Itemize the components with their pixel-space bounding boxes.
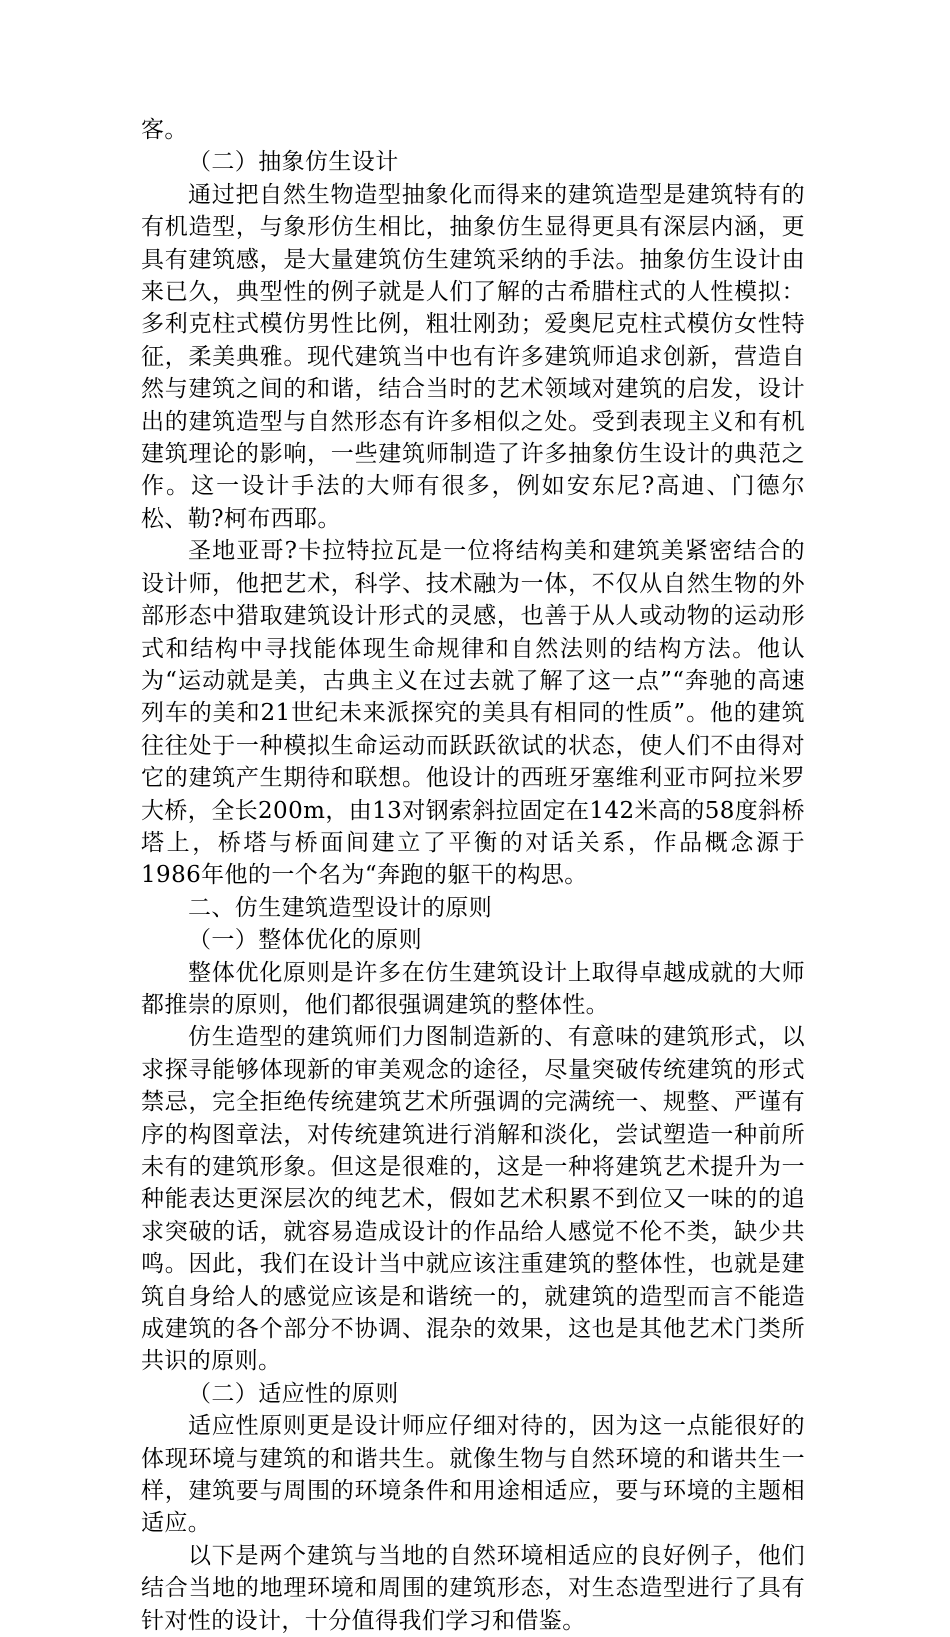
section-heading-abstract-bionic-design: （二）抽象仿生设计: [188, 149, 399, 176]
subsection-heading-adaptability: （二）适应性的原则: [188, 1380, 399, 1407]
paragraph-adaptability-intro: 适应性原则更是设计师应仔细对待的，因为这一点能很好的体现环境与建筑的和谐共生。就像生物与自然环境的和谐共生一样，建筑要与周围的环境条件和用途相适应，要与环境的主题相适应。: [141, 1413, 805, 1537]
paragraph-calatrava: 圣地亚哥?卡拉特拉瓦是一位将结构美和建筑美紧密结合的设计师，他把艺术，科学、技术融为一体，不仅从自然生物的外部形态中猎取建筑设计形式的灵感，也善于从人或动物的运动形式和结构中寻找能体现生命规律和自然法则的结构方法。他认为“运动就是美，古典主义在过去就了解了这一点”“奔驰的高速列车的美和21世纪未来派探究的美具有相同的性质”。他的建筑往往处于一种模拟生命运动而跃跃欲试的状态，使人们不由得对它的建筑产生期待和联想。他设计的西班牙塞维利亚市阿拉米罗大桥，全长200m，由13对钢索斜拉固定在142米高的58度斜桥塔上，桥塔与桥面间建立了平衡的对话关系，作品概念源于1986年他的一个名为“奔跑的躯干的构思。: [141, 538, 805, 889]
subsection-heading-overall-optimization: （一）整体优化的原则: [188, 927, 422, 954]
document-page: [141, 114, 805, 1637]
paragraph-overall-optimization-detail: 仿生造型的建筑师们力图制造新的、有意味的建筑形式，以求探寻能够体现新的审美观念的途径，尽量突破传统建筑的形式禁忌，完全拒绝传统建筑艺术所强调的完满统一、规整、严谨有序的构图章法，对传统建筑进行消解和淡化，尝试塑造一种前所未有的建筑形象。但这是很难的，这是一种将建筑艺术提升为一种能表达更深层次的纯艺术，假如艺术积累不到位又一味的的追求突破的话，就容易造成设计的作品给人感觉不伦不类，缺少共鸣。因此，我们在设计当中就应该注重建筑的整体性，也就是建筑自身给人的感觉应该是和谐统一的，就建筑的造型而言不能造成建筑的各个部分不协调、混杂的效果，这也是其他艺术门类所共识的原则。: [141, 1024, 805, 1375]
paragraph-continuation: 客。: [141, 117, 188, 143]
section-heading-principles: 二、仿生建筑造型设计的原则: [188, 894, 493, 921]
paragraph-adaptability-examples: 以下是两个建筑与当地的自然环境相适应的良好例子，他们结合当地的地理环境和周围的建筑形态，对生态造型进行了具有针对性的设计，十分值得我们学习和借鉴。: [141, 1542, 805, 1634]
paragraph-overall-optimization-intro: 整体优化原则是许多在仿生建筑设计上取得卓越成就的大师都推崇的原则，他们都很强调建筑的整体性。: [141, 959, 805, 1018]
paragraph-abstract-bionic: 通过把自然生物造型抽象化而得来的建筑造型是建筑特有的有机造型，与象形仿生相比，抽象仿生显得更具有深层内涵，更具有建筑感，是大量建筑仿生建筑采纳的手法。抽象仿生设计由来已久，典型性的例子就是人们了解的古希腊柱式的人性模拟：多利克柱式模仿男性比例，粗壮刚劲；爱奥尼克柱式模仿女性特征，柔美典雅。现代建筑当中也有许多建筑师追求创新，营造自然与建筑之间的和谐，结合当时的艺术领域对建筑的启发，设计出的建筑造型与自然形态有许多相似之处。受到表现主义和有机建筑理论的影响，一些建筑师制造了许多抽象仿生设计的典范之作。这一设计手法的大师有很多，例如安东尼?高迪、门德尔松、勒?柯布西耶。: [141, 181, 805, 532]
